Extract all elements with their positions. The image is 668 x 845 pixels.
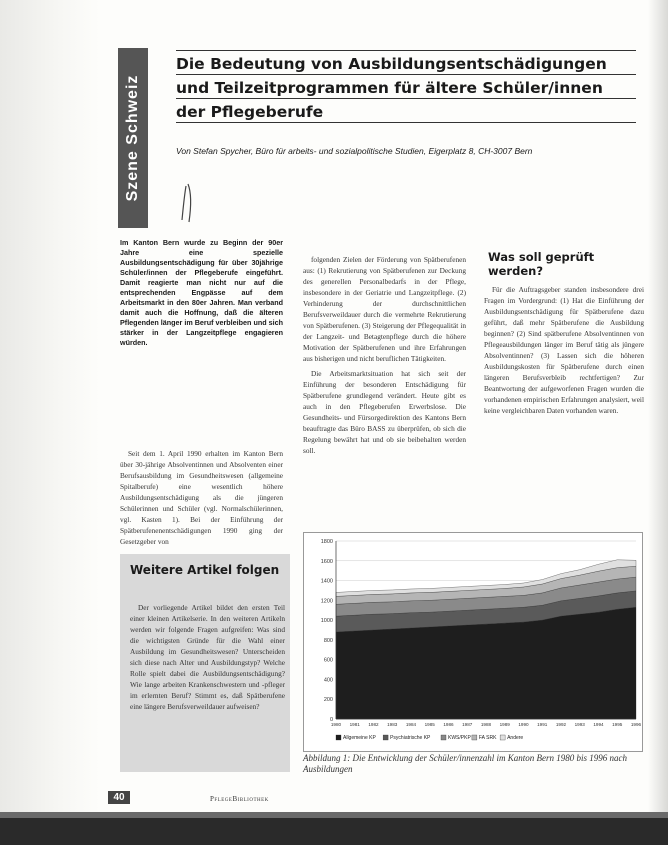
page-number: 40 (108, 791, 130, 804)
legend-swatch (472, 735, 477, 740)
paragraph: folgenden Zielen der Förderung von Spätberufenen aus: (1) Rekrutierung von Spätberufenen zur Deckung des generellen Personalbedarfs in der Pflege, insbesondere in der Geriatrie und Langzeitpflege. (2) Verhinderung der durchschnittlichen Berufsverweildauer durch die vermehrte Rekrutierung von Spätberufenen. (3) Steigerung der Pflegequalität in der Langzeit- und Betagtenpflege durch die höhere Motivation der Spätberufenen und ihre Erfahrungen aus bisherigen und nicht beruflichen Tätigkeiten. (303, 255, 466, 363)
y-tick-label: 1400 (320, 578, 333, 585)
y-tick-label: 1600 (320, 558, 333, 565)
x-tick-label: 1994 (593, 722, 604, 727)
title-rule (176, 98, 636, 99)
y-tick-label: 1000 (320, 618, 333, 625)
legend-swatch (383, 735, 388, 740)
scan-border (0, 812, 668, 845)
x-tick-label: 1993 (574, 722, 585, 727)
info-box-text: Der vorliegende Artikel bildet den ersten Teil einer kleinen Artikelserie. In den weiteren Artikeln werden wir folgende Fragen aufgreifen: Was sind die wichtigsten Gründe für die Wahl einer Ausbildung im Gesundheitswesen? Unterscheiden sich diese nach Alter und Ausbildungstyp? Welche Rolle spielt dabei die Ausbildungsentschädigung? Wie lange arbeiten Krankenschwestern und -pfleger im erlernten Beruf? Stimmt es, daß Spätberufene eine längere Berufsverweildauer aufweisen? (130, 603, 285, 711)
legend-label: Psychiatrische KP (390, 735, 431, 741)
legend-label: KWS/PKP (448, 735, 471, 741)
body-column-2 (303, 254, 466, 460)
y-tick-label: 800 (323, 637, 333, 644)
x-tick-label: 1981 (349, 722, 360, 727)
y-tick-label: 1200 (320, 598, 333, 605)
legend-swatch (441, 735, 446, 740)
paragraph: Für die Auftragsgeber standen insbesondere drei Fragen im Vordergrund: (1) Hat die Einführung der Ausbildungsentschädigung für Spätberufene dazu geführt, daß mehr Spätberufene die Ausbildung beginnen? (2) Sind spätberufene Absolventinnen von Pflegeausbildungen länger im Beruf tätig als jüngere Absolventinnen? (3) Lassen sich die höheren Ausbildungskosten für Spätberufene durch einen längeren Berufsverbleib rechtfertigen? Zur Beantwortung der aufgeworfenen Fragen wurden die vorhandenen empirischen Erfahrungen analysiert, weil keine vergleichbaren Daten vorhanden waren. (484, 285, 644, 415)
y-tick-label: 600 (323, 657, 333, 664)
title-rule (176, 74, 636, 75)
x-tick-label: 1988 (480, 722, 492, 727)
x-tick-label: 1987 (462, 722, 473, 727)
title-line: der Pflegeberufe (176, 103, 324, 121)
x-tick-label: 1985 (424, 722, 435, 727)
legend-label: Allgemeine KP (343, 735, 376, 741)
x-tick-label: 1986 (443, 722, 454, 727)
x-tick-label: 1989 (499, 722, 510, 727)
info-box-title: Weitere Artikel folgen (130, 563, 280, 577)
paragraph: Die Arbeitsmarktsituation hat sich seit der Einführung der besonderen Entschädigung für Spätberufene grundlegend verändert. Heute gibt es auch in den Pflegeberufen Erwerbslose. Die Gesundheits- und Fürsorgedirektion des Kantons Bern beauftragte das Büro BASS zu überprüfen, ob sich die Regelung bewährt hat und ob sie beibehalten werden soll. (303, 369, 466, 455)
body-column-3 (484, 284, 644, 420)
x-tick-label: 1992 (555, 722, 567, 727)
x-tick-label: 1980 (330, 722, 342, 727)
x-tick-label: 1983 (387, 722, 398, 727)
y-tick-label: 200 (323, 697, 333, 704)
section-label: Szene Schweiz (124, 74, 141, 202)
pencil-mark-icon (176, 176, 206, 226)
title-rule-top (176, 50, 636, 51)
title-line: und Teilzeitprogrammen für ältere Schüler/innen (176, 79, 603, 97)
body-column-1 (120, 448, 283, 551)
figure-caption: Abbildung 1: Die Entwicklung der Schüler/innenzahl im Kanton Bern 1980 bis 1996 nach Ausbildungen (303, 753, 627, 774)
x-tick-label: 1991 (537, 722, 548, 727)
y-tick-label: 400 (323, 677, 333, 684)
paragraph: Seit dem 1. April 1990 erhalten im Kanton Bern über 30-jährige Absolventinnen und Absolventen einer Berufsausbildung im Gesundheitswesen (allgemeine Spitalberufe) eine wesentlich höhere Ausbildungsentschädigung als die jüngeren Schülerinnen und Schüler (vgl. Normalschülerinnen, vgl. Kasten 1). Bei der Einführung der Spätberufenenentschädigungen 1990 ging der Gesetzgeber von (120, 449, 283, 546)
legend-swatch (336, 735, 341, 740)
x-tick-label: 1982 (368, 722, 379, 727)
student-count-chart (304, 533, 642, 751)
legend-swatch (500, 735, 505, 740)
legend-label: Andere (507, 735, 524, 741)
y-tick-label: 1800 (320, 539, 333, 545)
title-line: Die Bedeutung von Ausbildungsentschädigungen (176, 55, 607, 73)
x-tick-label: 1990 (518, 722, 529, 727)
page-edge (648, 0, 668, 845)
title-rule (176, 122, 636, 123)
x-tick-label: 1995 (612, 722, 623, 727)
section-heading: Was soll geprüft werden? (488, 250, 595, 278)
byline: Von Stefan Spycher, Büro für arbeits- und sozialpolitische Studien, Eigerplatz 8, CH-3007 Bern (176, 146, 533, 156)
chart-figure (303, 532, 643, 752)
x-tick-label: 1996 (630, 722, 642, 727)
legend-label: FA SRK (478, 735, 497, 741)
x-tick-label: 1984 (405, 722, 417, 727)
page-gutter (0, 0, 100, 845)
magazine-name: PflegeBibliothek (210, 795, 269, 803)
article-title (176, 52, 636, 124)
y-tick-label: 0 (329, 717, 333, 723)
lead-paragraph: Im Kanton Bern wurde zu Beginn der 90er Jahre eine spezielle Ausbildungsentschädigung für über 30jährige Schüler/innen der Pflegeberufe eingeführt. Damit reagierte man nicht nur auf die entsprechenden Engpässe auf dem Arbeitsmarkt in den 80er Jahren. Man verband damit auch die Hoffnung, daß die älteren Pflegenden länger im Beruf verbleiben und sich stärker in der Langzeitpflege engagieren würden. (120, 238, 283, 347)
